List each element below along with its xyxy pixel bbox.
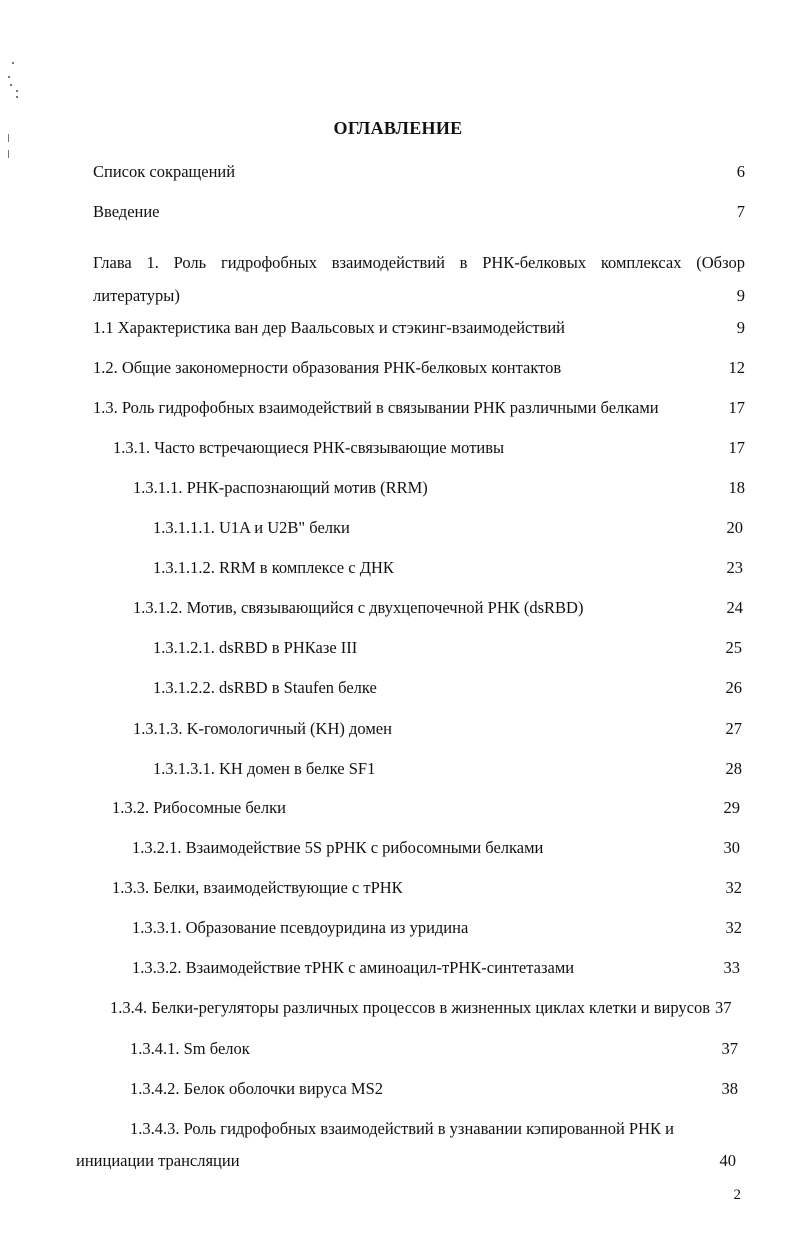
toc-label-line2-row	[76, 1151, 736, 1171]
toc-chapter-1-line2	[93, 286, 745, 306]
toc-entry-abbreviations[interactable]	[93, 162, 745, 182]
toc-page: 27	[725, 719, 742, 738]
toc-page: 37	[715, 998, 732, 1017]
toc-label: 1.3.1.1.1. U1A и U2B" белки	[153, 518, 350, 537]
toc-page: 38	[721, 1079, 738, 1098]
toc-page: 28	[725, 759, 742, 778]
toc-entry-1-3-1-2-2[interactable]	[153, 678, 742, 698]
toc-label: Введение	[93, 202, 160, 221]
toc-label: 1.1 Характеристика ван дер Ваальсовых и стэкинг-взаимодействий	[93, 318, 566, 337]
toc-entry-1-3-4-2[interactable]	[130, 1079, 738, 1099]
toc-entry-1-3-1-3[interactable]	[133, 719, 742, 739]
toc-label: 1.3.1.1. РНК-распознающий мотив (RRM)	[133, 478, 428, 497]
toc-label: 1.3.1.2.1. dsRBD в РНКазе III	[153, 638, 358, 657]
toc-entry-1-3[interactable]	[93, 398, 745, 418]
toc-page: 32	[725, 918, 742, 937]
toc-label: 1.3.1.1.2. RRM в комплексе с ДНК	[153, 558, 394, 577]
toc-page: 9	[736, 318, 745, 337]
toc-label: 1.3.3. Белки, взаимодействующие с тРНК	[112, 878, 403, 897]
toc-entry-introduction[interactable]	[93, 202, 745, 222]
toc-label-line1-row	[130, 1119, 740, 1139]
toc-page: 12	[728, 358, 745, 377]
toc-page: 29	[723, 798, 740, 817]
toc-entry-1-3-1-3-1[interactable]	[153, 759, 742, 779]
toc-label: 1.3.2.1. Взаимодействие 5S рРНК с рибосомными белками	[132, 838, 544, 857]
toc-label: 1.3.1.2.2. dsRBD в Staufen белке	[153, 678, 377, 697]
toc-page: 6	[736, 162, 745, 181]
toc-label: 1.2. Общие закономерности образования РНК-белковых контактов	[93, 358, 562, 377]
toc-entry-1-3-1[interactable]	[113, 438, 745, 458]
toc-label: 1.3.1.2. Мотив, связывающийся с двухцепочечной РНК (dsRBD)	[133, 598, 584, 617]
toc-entry-1-3-3-2[interactable]	[132, 958, 740, 978]
toc-page: 25	[725, 638, 742, 657]
toc-page: 40	[719, 1151, 736, 1170]
toc-entry-1-3-4-1[interactable]	[130, 1039, 738, 1059]
toc-label: 1.3.3.2. Взаимодействие тРНК с аминоацил-тРНК-синтетазами	[132, 958, 575, 977]
toc-label: 1.3.3.1. Образование псевдоуридина из уридина	[132, 918, 469, 937]
toc-label: Список сокращений	[93, 162, 236, 181]
toc-page: 30	[723, 838, 740, 857]
toc-page: 18	[728, 478, 745, 497]
toc-label: 1.3.1. Часто встречающиеся РНК-связывающие мотивы	[113, 438, 505, 457]
toc-entry-1-3-1-1-1[interactable]	[153, 518, 743, 538]
toc-label: 1.3.4.2. Белок оболочки вируса MS2	[130, 1079, 384, 1098]
scan-marks	[6, 62, 26, 162]
toc-label-line1: Глава 1. Роль гидрофобных взаимодействий в РНК-белковых комплексах (Обзор	[93, 253, 745, 272]
toc-entry-1-2[interactable]	[93, 358, 745, 378]
toc-label: 1.3.1.3. K-гомологичный (KH) домен	[133, 719, 392, 738]
toc-page: 23	[726, 558, 743, 577]
toc-page: 24	[726, 598, 743, 617]
toc-entry-1-3-1-1[interactable]	[133, 478, 745, 498]
toc-label: 1.3.2. Рибосомные белки	[112, 798, 286, 817]
toc-entry-1-3-1-2-1[interactable]	[153, 638, 742, 658]
toc-page: 7	[736, 202, 745, 221]
toc-page: 32	[725, 878, 742, 897]
toc-entry-1-3-3-1[interactable]	[132, 918, 742, 938]
page-number: 2	[733, 1187, 741, 1203]
toc-entry-1-3-2[interactable]	[112, 798, 740, 818]
toc-label-line2: литературы)	[93, 286, 180, 305]
toc-page: 17	[728, 438, 745, 457]
toc-label-line1: 1.3.4.3. Роль гидрофобных взаимодействий в узнавании кэпированной РНК и	[130, 1119, 674, 1138]
page-title: ОГЛАВЛЕНИЕ	[333, 118, 463, 138]
toc-page: 9	[736, 286, 745, 305]
toc-entry-1-3-2-1[interactable]	[132, 838, 740, 858]
toc-entry-1-3-4[interactable]	[110, 998, 742, 1018]
toc-page: 20	[726, 518, 743, 537]
toc-entry-1-3-1-1-2[interactable]	[153, 558, 743, 578]
toc-page: 17	[728, 398, 745, 417]
toc-label: 1.3.4.1. Sm белок	[130, 1039, 250, 1058]
toc-page: 26	[725, 678, 742, 697]
toc-label: 1.3.4. Белки-регуляторы различных процессов в жизненных циклах клетки и вирусов	[110, 998, 710, 1017]
toc-entry-1-3-1-2[interactable]	[133, 598, 743, 618]
toc-entry-1-3-3[interactable]	[112, 878, 742, 898]
toc-entry-1-1[interactable]	[93, 318, 745, 338]
toc-label-line2: инициации трансляции	[76, 1151, 240, 1170]
toc-label: 1.3. Роль гидрофобных взаимодействий в связывании РНК различными белками	[93, 398, 659, 417]
toc-page: 37	[721, 1039, 738, 1058]
toc-label: 1.3.1.3.1. KH домен в белке SF1	[153, 759, 376, 778]
toc-page: 33	[723, 958, 740, 977]
